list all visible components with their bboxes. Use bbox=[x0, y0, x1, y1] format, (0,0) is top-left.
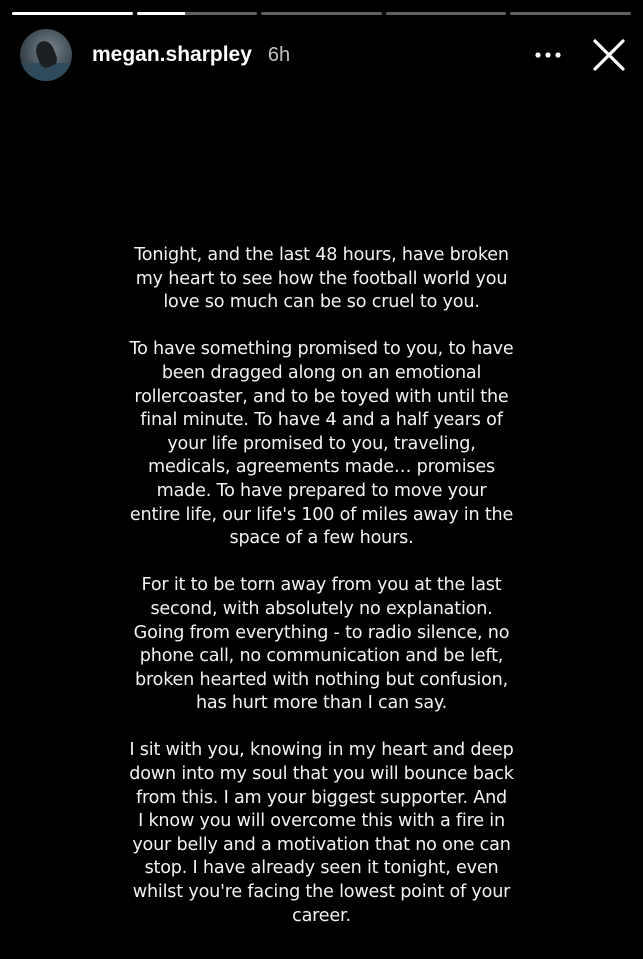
story-line: career. bbox=[292, 905, 351, 926]
story-paragraph bbox=[96, 244, 547, 315]
story-line: has hurt more than I can say. bbox=[195, 693, 448, 714]
story-line: been dragged along on an emotional bbox=[161, 362, 482, 383]
story-line: from this. I am your biggest supporter. And bbox=[135, 787, 508, 808]
story-line: Tonight, and the last 48 hours, have broken bbox=[134, 245, 509, 265]
story-line: stop. I have already seen it tonight, even bbox=[144, 858, 499, 879]
story-line: made. To have prepared to move your bbox=[156, 480, 487, 501]
story-line: I know you will overcome this with a fire in bbox=[138, 811, 505, 832]
story-text-block bbox=[96, 244, 547, 928]
story-line: second, with absolutely no explanation. bbox=[150, 598, 493, 619]
story-line: entire life, our life's 100 of miles away in the bbox=[129, 504, 514, 525]
story-line: rollercoaster, and to be toyed with until the bbox=[134, 386, 509, 407]
more-horizontal-icon[interactable] bbox=[533, 40, 563, 70]
progress-segment bbox=[386, 12, 507, 15]
story-paragraph bbox=[96, 574, 547, 716]
username[interactable]: megan.sharpley bbox=[92, 43, 252, 66]
progress-segment bbox=[510, 12, 631, 15]
close-icon[interactable] bbox=[589, 35, 629, 75]
story-line: whilst you're facing the lowest point of your bbox=[132, 882, 511, 903]
story-progress-bar bbox=[12, 12, 631, 16]
story-line: your life promised to you, traveling, bbox=[167, 433, 476, 454]
story-header bbox=[20, 29, 631, 81]
profile-avatar[interactable] bbox=[20, 29, 72, 81]
story-line: my heart to see how the football world you bbox=[135, 268, 508, 289]
story-line: love so much can be so cruel to you. bbox=[163, 292, 480, 313]
story-line: For it to be torn away from you at the last bbox=[141, 575, 502, 596]
story-line: phone call, no communication and be left, bbox=[139, 646, 504, 667]
story-line: down into my soul that you will bounce back bbox=[129, 764, 514, 785]
post-time: 6h bbox=[267, 43, 291, 66]
story-line: final minute. To have 4 and a half years of bbox=[140, 410, 503, 431]
progress-segment bbox=[12, 12, 133, 15]
story-line: space of a few hours. bbox=[229, 528, 414, 549]
story-line: your belly and a motivation that no one can bbox=[132, 834, 511, 855]
story-paragraph bbox=[96, 338, 547, 550]
story-paragraph bbox=[96, 739, 547, 928]
story-line: Going from everything - to radio silence, no bbox=[133, 622, 510, 643]
story-line: medicals, agreements made… promises bbox=[148, 457, 495, 478]
story-line: To have something promised to you, to have bbox=[129, 339, 514, 360]
progress-segment bbox=[261, 12, 382, 15]
progress-segment bbox=[137, 12, 258, 15]
story-line: broken hearted with nothing but confusion, bbox=[135, 669, 508, 690]
story-line: I sit with you, knowing in my heart and deep bbox=[129, 740, 514, 761]
